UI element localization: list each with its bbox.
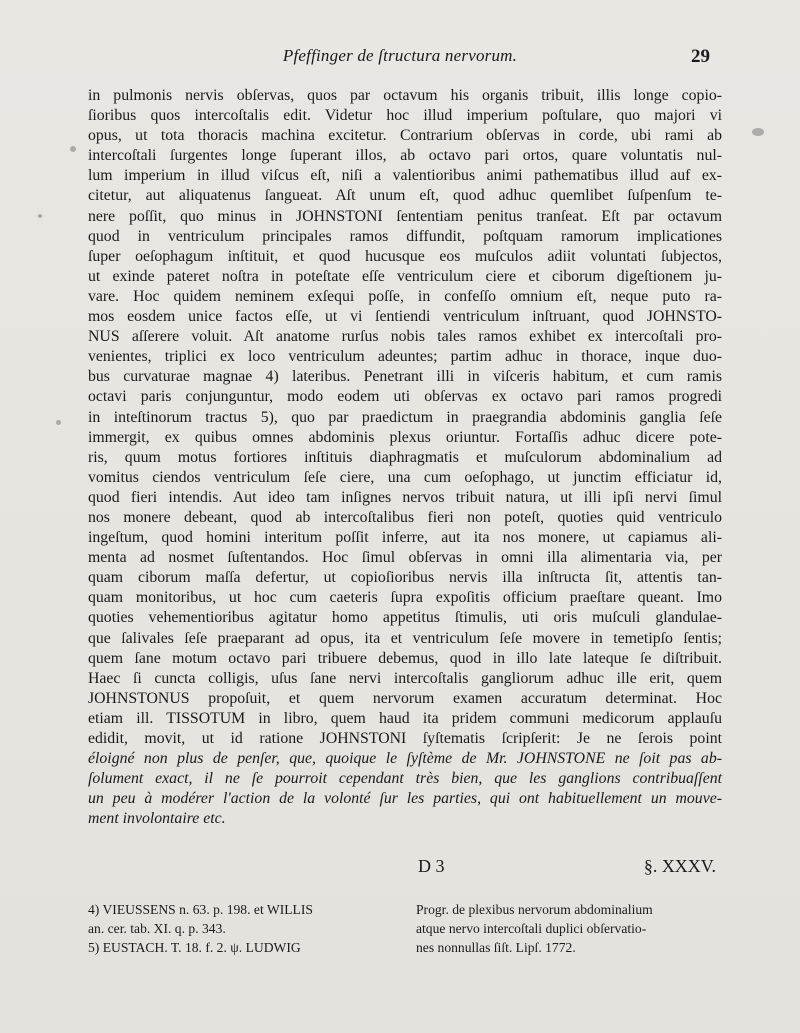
- text-line-french-quote: ment involontaire etc.: [88, 810, 226, 828]
- page-number: 29: [691, 46, 710, 67]
- text-line: vare. Hoc quidem neminem exſequi poſſe, in confeſſo omnium eſt, neque puto ra-: [88, 287, 722, 305]
- text-line: NUS aſſerere voluit. Aſt anatome rurſus nobis tales ramos exhibet ex intercoſtali pro-: [88, 328, 722, 346]
- text-line: bus curvaturae magnae 4) lateribus. Penetrant illi in viſceris habitum, et cum ramis: [88, 368, 722, 386]
- text-line: quod fieri intendis. Aut ideo tam inſignes nervos tribuit natura, ut illi ipſi nervi ſimul: [88, 488, 722, 506]
- footnotes-left-column: [88, 900, 398, 957]
- text-line: ut exinde pateret noſtra in poteſtate eſſe ventriculum ciere et ciborum digeſtionem ju-: [88, 267, 722, 285]
- page-header: [90, 46, 710, 74]
- footnotes-right-column: [416, 900, 722, 957]
- text-line-french-quote: éloigné non plus de penſer, que, quoique le ſyſtème de Mr. JOHNSTONE ne ſoit pas ab-: [88, 750, 722, 768]
- text-line: lum imperium in illud viſcus eſt, niſi a valentioribus animi pathematibus illud auf ex-: [88, 167, 722, 185]
- main-text: [88, 86, 722, 829]
- footnote-line: atque nervo intercoſtali duplici obſervatio-: [416, 921, 647, 936]
- footnote-line: an. cer. tab. XI. q. p. 343.: [88, 921, 226, 936]
- text-line: mos eosdem unice factos eſſe, ut vi ſentiendi ventriculum inſtruant, quod JOHNSTO-: [88, 308, 722, 326]
- text-line: JOHNSTONUS propoſuit, et quem nervorum examen accuratum determinat. Hoc: [88, 689, 722, 707]
- text-line: quoties vehementioribus agitatur homo appetitus ſtimulis, uti oris muſculi glandulae-: [88, 609, 722, 627]
- text-line: ſuper oeſophagum inſtituit, et quod hucusque eos muſculos adiit voluntati ſubjectos,: [88, 247, 722, 265]
- text-line: citetur, aut aliquatenus ſangueat. Aſt unum eſt, quod adhuc quemlibet ſuſpenſum te-: [88, 187, 722, 205]
- text-line: menta ad nosmet ſuſtentandos. Hoc ſimul obſervas in omni illa alimentaria via, per: [88, 549, 722, 567]
- text-line: octavi paris conjunguntur, modo eodem uti obſervas ex octavo pari ramos progredi: [88, 388, 722, 406]
- footnote-line: nes nonnullas ſiſt. Lipſ. 1772.: [416, 940, 576, 955]
- text-line: opus, ut tota thoracis machina excitetur. Contrarium obſervas in corde, ubi rami ab: [88, 127, 722, 145]
- text-line: nere poſſit, quo minus in JOHNSTONI ſententiam penitus tranſeat. Eſt par octavum: [88, 207, 722, 225]
- text-line-french-quote: un peu à modérer l'action de la volonté ſur les parties, qui ont habituellement un mouve-: [88, 790, 722, 808]
- printer-signature: D 3: [418, 856, 445, 876]
- text-line: intercoſtali ſurgentes longe ſuperant illos, ab octavo pari ortos, quare voluntatis nul-: [88, 147, 722, 165]
- text-line: quod in ventriculum principales ramos diffundit, poſtquam ramorum implicationes: [88, 227, 722, 245]
- ink-spot: [752, 128, 764, 136]
- text-line: Haec ſi cuncta colligis, uſus ſane nervi intercoſtalis gangliorum adhuc ille erit, quem: [88, 669, 722, 687]
- ink-spot: [70, 146, 76, 152]
- text-line: edidit, movit, ut id ratione JOHNSTONI ſyſtematis ſcripſerit: Je ne ſerois point: [88, 730, 722, 747]
- text-line: nos monere debeant, quod ab intercoſtalibus fieri non poteſt, quoties quid ventriculo: [88, 508, 722, 526]
- text-line: vomitus ciendos ventriculum ſeſe ciere, una cum oeſophago, ut junctim efficiatur id,: [88, 468, 722, 486]
- text-line: ſioribus quos intercoſtalis edit. Videtur hoc illud imperium poſtulare, quo majori vi: [88, 107, 722, 125]
- footnote-line: 5) EUSTACH. T. 18. f. 2. ψ. LUDWIG: [88, 940, 301, 955]
- text-line: in pulmonis nervis obſervas, quos par octavum his organis tribuit, illis longe copio-: [88, 87, 722, 104]
- text-line: etiam ill. TISSOTUM in libro, quem haud ita pridem communi medicorum applauſu: [88, 709, 722, 727]
- text-line: venientes, triplici ex loco ventriculum adeuntes; partim adhuc in thorace, inque duo-: [88, 348, 722, 366]
- footnote-line: 4) VIEUSSENS n. 63. p. 198. et WILLIS: [88, 902, 313, 917]
- ink-spot: [56, 420, 61, 425]
- running-title: Pfeffinger de ſtructura nervorum.: [282, 46, 518, 65]
- signature-row: [88, 856, 722, 880]
- text-line: quam monitoribus, ut hoc cum caeteris ſupra expoſitis officium praeſtare queant. Imo: [88, 589, 722, 607]
- text-line: ingeſtum, quod homini interitum poſſit inferre, aut ita nos monere, ut capiamus ali-: [88, 529, 722, 547]
- catchword: §. XXXV.: [643, 856, 716, 876]
- text-line: immergit, ex quibus omnes abdominis plexus oriuntur. Fortaſſis adhuc dicere pote-: [88, 428, 722, 446]
- footnote-line: Progr. de plexibus nervorum abdominalium: [416, 902, 653, 917]
- text-line: quam ciborum maſſa defertur, ut copioſioribus nervis illa inſtructa ſit, attentis tan-: [88, 569, 722, 587]
- text-line: in inteſtinorum tractus 5), quo par praedictum in praegrandia abdominis ganglia ſeſe: [88, 408, 722, 426]
- text-line: quem ſane motum octavo pari tribuere debemus, quod in illo late lateque ſe diſtribuit.: [88, 649, 722, 667]
- text-line: ris, quum motus fortiores inſtituis diaphragmatis et muſculorum abdominalium ad: [88, 448, 722, 466]
- ink-spot: [38, 214, 42, 218]
- text-line: que ſalivales ſeſe praeparant ad opus, ita et ventriculum ſeſe movere in temetipſo ſentis;: [88, 629, 722, 647]
- text-line-french-quote: ſolument exact, il ne ſe pourroit cependant très bien, que les ganglions contribuaſſent: [88, 770, 722, 788]
